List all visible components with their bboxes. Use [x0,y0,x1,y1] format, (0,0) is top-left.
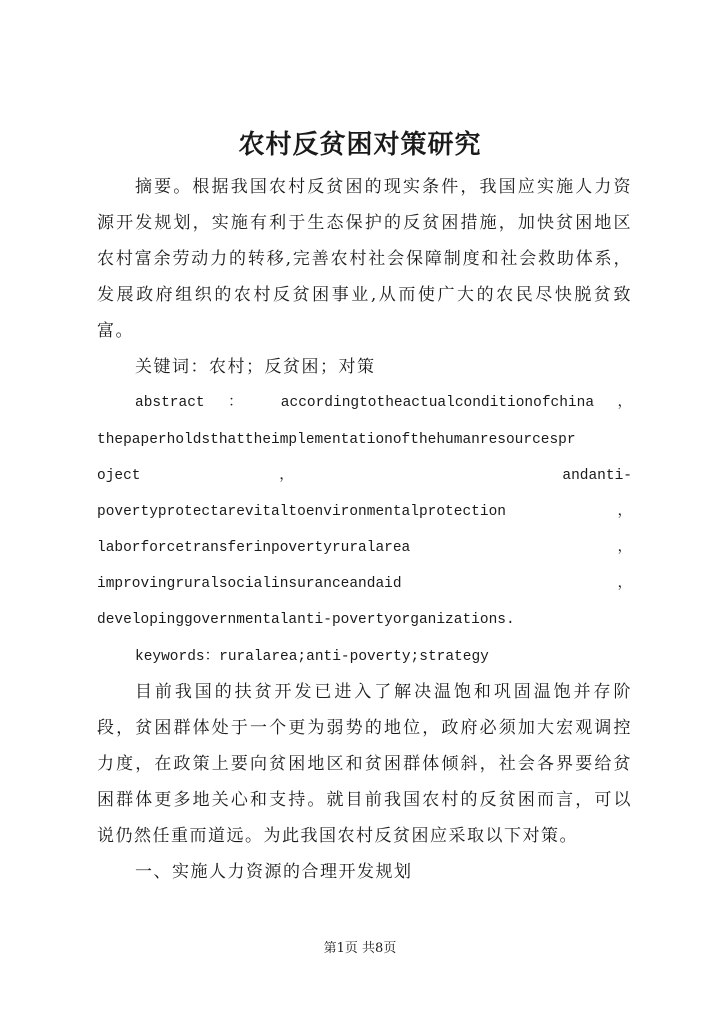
abstract-en-line: thepaperholdsthattheimplementationofthehumanresourcespr [97,432,576,448]
abstract-cn-line: 源开发规划，实施有利于生态保护的反贫困措施，加快贫困地区 [97,213,632,233]
abstract-en-line: laborforcetransferinpovertyruralarea ， [97,540,632,556]
abstract-cn-line: 农村富余劳动力的转移,完善农村社会保障制度和社会救助体系， [97,249,632,269]
abstract-en-line: developinggovernmentalanti-povertyorganizations. [97,612,515,628]
body-line: 段，贫困群体处于一个更为弱势的地位，政府必须加大宏观调控 [97,718,632,738]
body-line: 力度，在政策上要向贫困地区和贫困群体倾斜，社会各界要给贫 [97,754,632,774]
page-footer: 第1页 共8页 [323,941,397,956]
abstract-cn-line: 富。 [97,321,134,341]
abstract-cn-line: 发展政府组织的农村反贫困事业,从而使广大的农民尽快脱贫致 [97,285,632,305]
section-heading: 一、实施人力资源的合理开发规划 [135,862,413,882]
keywords-cn: 关键词：农村；反贫困；对策 [135,357,376,377]
abstract-en-line: povertyprotectarevitaltoenvironmentalprotection ， [97,504,632,520]
abstract-en-line: improvingruralsocialinsuranceandaid ， [97,576,632,592]
body-line: 困群体更多地关心和支持。就目前我国农村的反贫困而言，可以 [97,790,632,810]
keywords-en: keywords：ruralarea;anti-poverty;strategy [135,649,489,665]
abstract-cn-line: 摘要。根据我国农村反贫困的现实条件，我国应实施人力资 [135,177,632,197]
abstract-en-line: oject ， andanti- [97,468,632,484]
body-line: 说仍然任重而道远。为此我国农村反贫困应采取以下对策。 [97,826,578,846]
body-line: 目前我国的扶贫开发已进入了解决温饱和巩固温饱并存阶 [135,682,632,702]
document-title: 农村反贫困对策研究 [238,130,482,160]
abstract-en-line: abstract ： accordingtotheactualconditionofchina ， [135,395,632,411]
